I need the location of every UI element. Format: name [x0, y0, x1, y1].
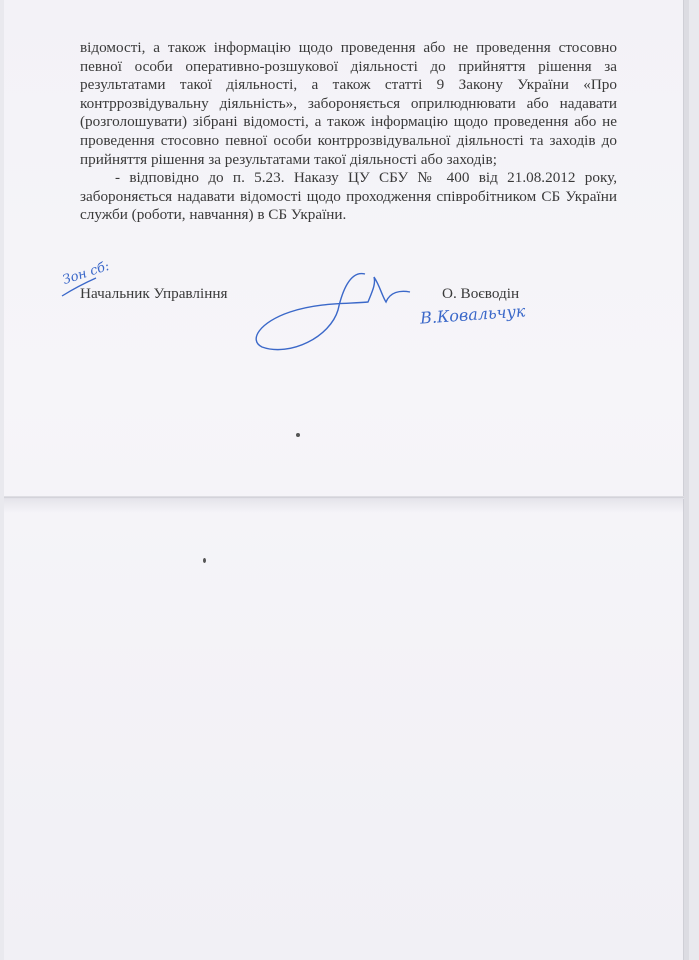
document-body [80, 39, 617, 225]
signatory-name: О. Воєводін [442, 285, 520, 302]
paper-speck [296, 433, 300, 437]
handwritten-note: Зон сб: [60, 258, 112, 289]
paper-speck [203, 558, 206, 563]
signature-icon [250, 262, 420, 362]
position-title: Начальник Управління [80, 285, 228, 302]
fold-shadow [4, 499, 684, 513]
paper-edge [683, 0, 689, 960]
handwritten-name: В.Ковальчук [419, 301, 526, 328]
handwritten-underline [60, 276, 100, 298]
paragraph-restrictions: відомості, а також інформацію щодо проведення або не проведення стосовно певної особи оперативно-розшукової діяльності до прийняття рішення за результатами такої діяльності, а також статті 9 Закону України «Про контррозвідувальну діяльність», забороняється оприлюднювати або надавати (розголошувати) зібрані відомості, а також інформацію щодо проведення або не проведення стосовно певної особи контррозвідувальної діяльності та заходів до прийняття рішення за результатами такої діяльності або заходів; [80, 39, 617, 168]
paragraph-order-reference: - відповідно до п. 5.23. Наказу ЦУ СБУ № 400 від 21.08.2012 року, забороняється надавати відомості щодо проходження співробітником СБ України служби (роботи, навчання) в СБ України. [80, 169, 617, 224]
